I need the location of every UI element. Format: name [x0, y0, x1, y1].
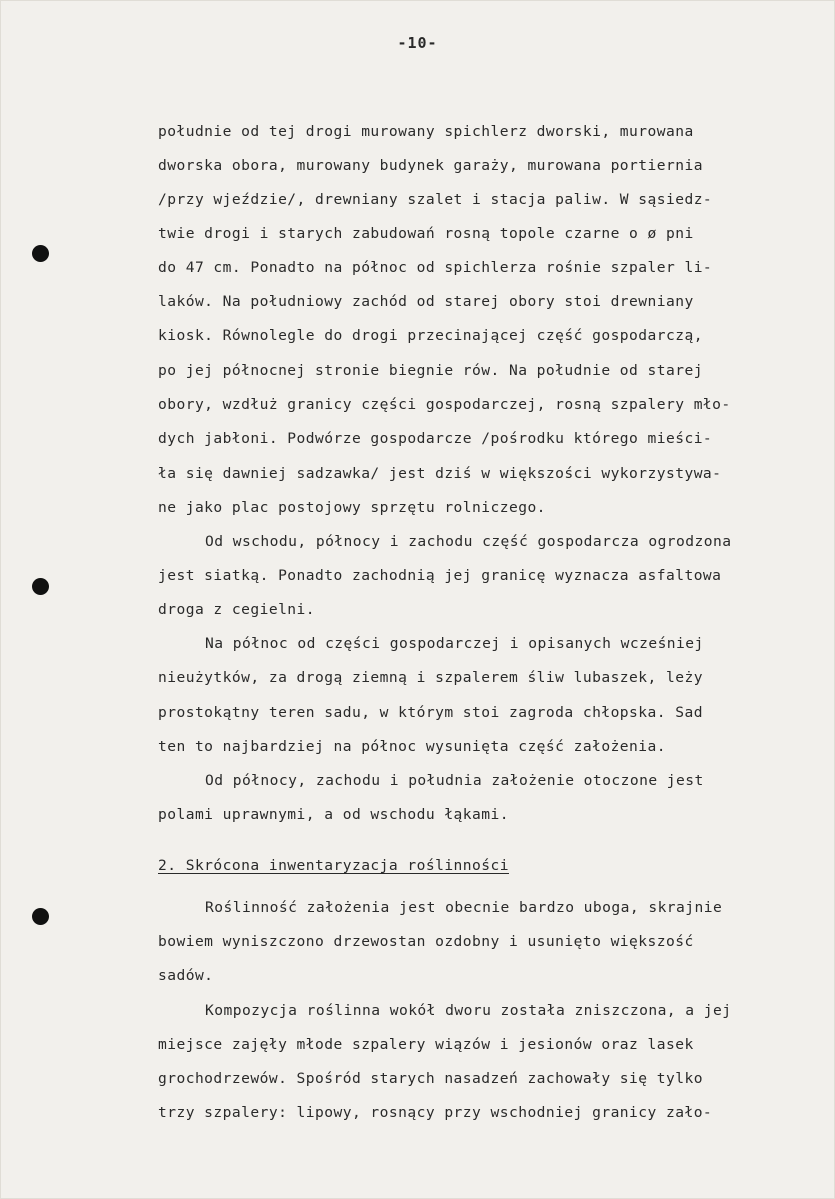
- text-line: po jej północnej stronie biegnie rów. Na południe od starej: [158, 362, 703, 379]
- text-line: trzy szpalery: lipowy, rosnący przy wschodniej granicy zało-: [158, 1104, 713, 1121]
- text-line: bowiem wyniszczono drzewostan ozdobny i usunięto większość: [158, 933, 694, 950]
- text-line: Od wschodu, północy i zachodu część gospodarcza ogrodzona: [205, 533, 732, 550]
- text-line: polami uprawnymi, a od wschodu łąkami.: [158, 806, 509, 823]
- punch-hole: [32, 245, 49, 262]
- text-line: sadów.: [158, 967, 214, 984]
- text-line: miejsce zajęły młode szpalery wiązów i jesionów oraz lasek: [158, 1036, 694, 1053]
- text-line: /przy wjeździe/, drewniany szalet i stacja paliw. W sąsiedz-: [158, 191, 713, 208]
- text-line: Kompozycja roślinna wokół dworu została zniszczona, a jej: [205, 1002, 732, 1019]
- text-line: droga z cegielni.: [158, 601, 316, 618]
- section-heading: 2. Skrócona inwentaryzacja roślinności: [158, 857, 509, 874]
- punch-hole: [32, 908, 49, 925]
- text-line: obory, wzdłuż granicy części gospodarczej, rosną szpalery mło-: [158, 396, 731, 413]
- text-line: nieużytków, za drogą ziemną i szpalerem śliw lubaszek, leży: [158, 669, 703, 686]
- text-line: południe od tej drogi murowany spichlerz dworski, murowana: [158, 123, 694, 140]
- text-line: kiosk. Równolegle do drogi przecinającej część gospodarczą,: [158, 327, 703, 344]
- text-line: twie drogi i starych zabudowań rosną topole czarne o ø pni: [158, 225, 694, 242]
- text-line: jest siatką. Ponadto zachodnią jej granicę wyznacza asfaltowa: [158, 567, 722, 584]
- text-line: do 47 cm. Ponadto na północ od spichlerza rośnie szpaler li-: [158, 259, 713, 276]
- page-number: -10-: [397, 34, 438, 52]
- text-line: ła się dawniej sadzawka/ jest dziś w większości wykorzystywa-: [158, 465, 722, 482]
- text-line: ten to najbardziej na północ wysunięta część założenia.: [158, 738, 666, 755]
- text-line: Na północ od części gospodarczej i opisanych wcześniej: [205, 635, 704, 652]
- text-line: grochodrzewów. Spośród starych nasadzeń zachowały się tylko: [158, 1070, 703, 1087]
- text-line: prostokątny teren sadu, w którym stoi zagroda chłopska. Sad: [158, 704, 703, 721]
- text-line: ne jako plac postojowy sprzętu rolniczego.: [158, 499, 546, 516]
- punch-hole: [32, 578, 49, 595]
- text-line: Od północy, zachodu i południa założenie otoczone jest: [205, 772, 704, 789]
- text-line: Roślinność założenia jest obecnie bardzo uboga, skrajnie: [205, 899, 723, 916]
- text-line: dych jabłoni. Podwórze gospodarcze /pośrodku którego mieści-: [158, 430, 713, 447]
- text-line: laków. Na południowy zachód od starej obory stoi drewniany: [158, 293, 694, 310]
- text-line: dworska obora, murowany budynek garaży, murowana portiernia: [158, 157, 703, 174]
